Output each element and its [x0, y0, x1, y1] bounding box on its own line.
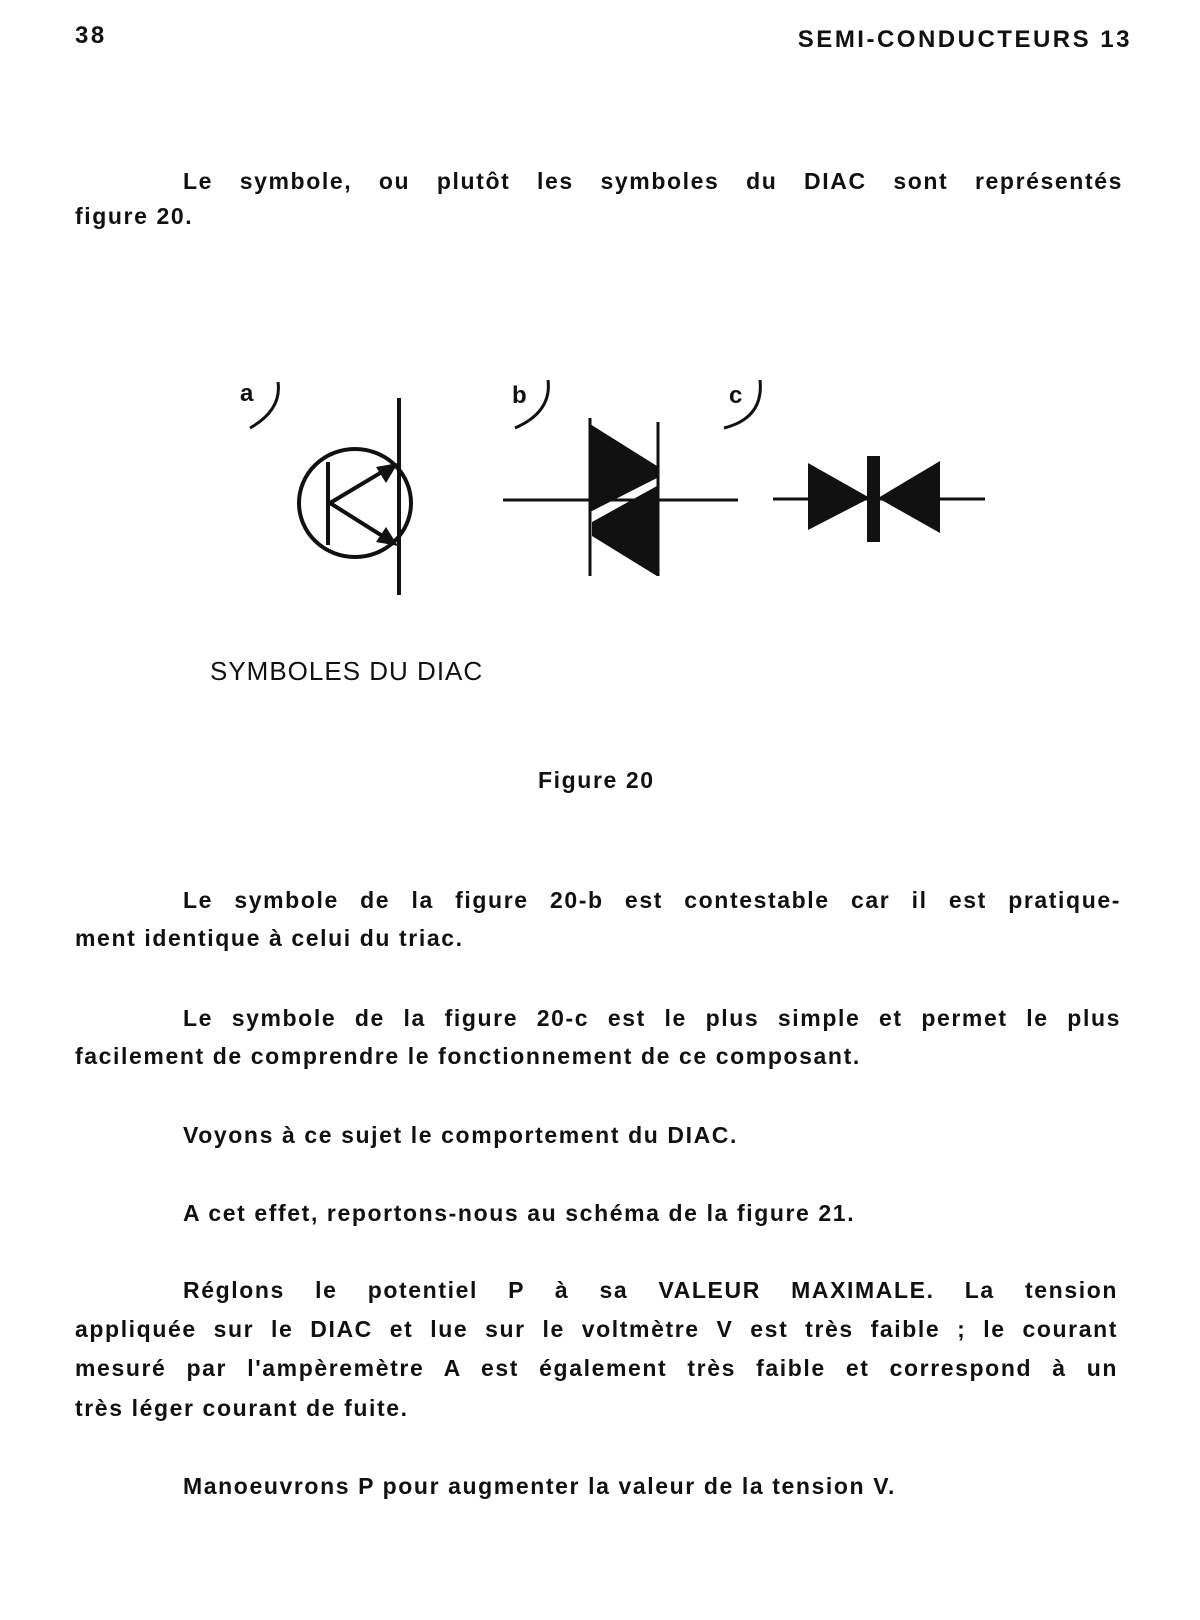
label-a-paren: [250, 382, 278, 428]
paragraph-line: facilement de comprendre le fonctionnement de ce composant.: [75, 1043, 861, 1069]
figure-caption: SYMBOLES DU DIAC: [210, 656, 484, 686]
paragraph-line: Réglons le potentiel P à sa VALEUR MAXIMALE. La tension: [183, 1277, 1118, 1303]
paragraph-line: Le symbole, ou plutôt les symboles du DIAC sont représentés: [183, 168, 1123, 194]
figure-title: Figure 20: [538, 767, 655, 793]
paragraph-line: Le symbole de la figure 20-b est contestable car il est pratique-: [183, 887, 1121, 913]
paragraph-line: A cet effet, reportons-nous au schéma de la figure 21.: [183, 1200, 856, 1226]
label-b-paren: [515, 380, 548, 428]
figure-label-a: a: [240, 380, 254, 407]
paragraph-line: ment identique à celui du triac.: [75, 925, 464, 951]
paragraph-line: appliquée sur le DIAC et lue sur le voltmètre V est très faible ; le courant: [75, 1316, 1118, 1342]
paragraph-line: Le symbole de la figure 20-c est le plus simple et permet le plus: [183, 1005, 1121, 1031]
paragraph-line: Manoeuvrons P pour augmenter la valeur de la tension V.: [183, 1473, 897, 1499]
page-number: 38: [75, 22, 107, 49]
running-header: SEMI-CONDUCTEURS 13: [797, 26, 1132, 53]
paragraph-line: Voyons à ce sujet le comportement du DIAC.: [183, 1122, 738, 1148]
figure-label-c: c: [729, 382, 743, 409]
paragraph-line: figure 20.: [75, 203, 194, 229]
paragraph-line: très léger courant de fuite.: [75, 1395, 409, 1421]
symbol-a-transistor: [299, 398, 411, 595]
label-c-paren: [724, 380, 760, 428]
paragraph-line: mesuré par l'ampèremètre A est également très faible et correspond à un: [75, 1355, 1118, 1381]
figure-label-b: b: [512, 382, 527, 409]
